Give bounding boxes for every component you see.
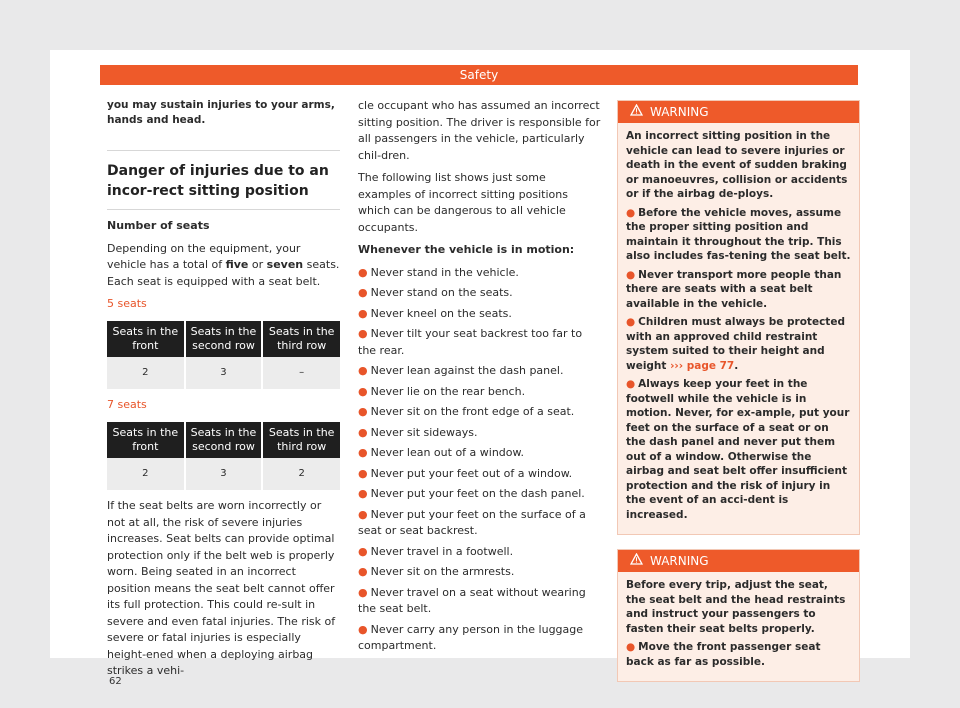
list-item-text: Never carry any person in the luggage compartment. bbox=[358, 622, 584, 652]
table-cell: 2 bbox=[107, 357, 185, 390]
section-title: Danger of injuries due to an incor-rect sitting position bbox=[107, 150, 340, 210]
warning-body bbox=[618, 572, 859, 681]
bullet-icon: ● bbox=[626, 268, 636, 281]
table-cell: – bbox=[262, 357, 340, 390]
right-column bbox=[617, 100, 860, 696]
bullet-icon: ● bbox=[358, 565, 368, 578]
bullet-icon: ● bbox=[358, 585, 368, 599]
list-item bbox=[358, 425, 601, 442]
list-item bbox=[358, 285, 601, 302]
bullet-icon: ● bbox=[358, 265, 368, 279]
table-7-label: 7 seats bbox=[107, 398, 147, 411]
list-item bbox=[358, 466, 601, 483]
list-item-text: Never kneel on the seats. bbox=[370, 306, 512, 320]
list-item bbox=[358, 564, 601, 581]
middle-column bbox=[358, 98, 601, 659]
num-seats-text bbox=[107, 241, 340, 291]
table-cell: 3 bbox=[185, 357, 263, 390]
list-item-text: Never put your feet on the dash panel. bbox=[370, 487, 585, 500]
list-item-text: Never put your feet out of a window. bbox=[370, 466, 573, 480]
middle-paragraph-2: The following list shows just some examples of incorrect sitting positions which can be dangerous to all vehicle occupants. bbox=[358, 171, 568, 234]
page-header: Safety bbox=[100, 65, 858, 85]
bullet-icon: ● bbox=[358, 507, 368, 521]
list-item-text: Never sit on the front edge of a seat. bbox=[370, 405, 575, 418]
page-number: 62 bbox=[109, 676, 122, 687]
list-item-text: Never sit sideways. bbox=[370, 425, 478, 439]
num-seats-post: seats. Each seat is equipped with a seat belt. bbox=[107, 258, 340, 288]
bullet-icon: ● bbox=[626, 641, 636, 653]
manual-page bbox=[50, 50, 910, 687]
bullet-icon: ● bbox=[626, 378, 636, 390]
bullet-icon: ● bbox=[358, 544, 368, 558]
list-item bbox=[358, 384, 601, 401]
table-cell: 2 bbox=[107, 458, 185, 491]
list-item bbox=[358, 622, 601, 655]
warning-header bbox=[618, 101, 859, 123]
list-item-text: Never sit on the armrests. bbox=[370, 565, 515, 578]
warning-item-text: Always keep your feet in the footwell while the vehicle is in motion. Never, for ex-ample, put your feet on the surface of a seat or on the dash panel and never put them out of a window. Otherwise the airbag and seat belt offer insufficient protection and the risk of injury in the event of an acci-dent is increased. bbox=[626, 378, 850, 521]
list-item-text: Never stand in the vehicle. bbox=[370, 265, 519, 279]
table-5-label: 5 seats bbox=[107, 297, 147, 310]
list-item-text: Never travel on a seat without wearing the seat belt. bbox=[358, 585, 586, 615]
bullet-icon: ● bbox=[358, 405, 368, 418]
list-item bbox=[358, 363, 601, 380]
warning-body bbox=[618, 123, 859, 534]
bullet-icon: ● bbox=[626, 316, 636, 328]
list-item bbox=[358, 265, 601, 282]
warning-item-text: Children must always be protected with an approved child restraint system suited to their height and weight bbox=[626, 316, 845, 372]
bullet-icon: ● bbox=[358, 446, 368, 459]
warning-item bbox=[626, 377, 851, 522]
bullet-icon: ● bbox=[358, 425, 368, 439]
num-seats-pre: Depending on the equipment, your vehicle has a total of bbox=[107, 241, 301, 271]
list-item bbox=[358, 306, 601, 323]
list-item-text: Never lean out of a window. bbox=[370, 446, 525, 459]
warning-item-text: . bbox=[734, 359, 739, 372]
bullet-icon: ● bbox=[358, 622, 368, 636]
bullet-icon: ● bbox=[358, 384, 368, 398]
bullet-icon: ● bbox=[358, 306, 368, 320]
list-item bbox=[358, 404, 601, 421]
warning-item bbox=[626, 315, 851, 373]
warning-item-text: Move the front passenger seat back as far as possible. bbox=[626, 641, 821, 668]
warning-item-text: Never transport more people than there are seats with a seat belt available in the vehicle. bbox=[626, 268, 842, 310]
list-item bbox=[358, 585, 601, 618]
warning-box-2 bbox=[617, 549, 860, 682]
bullet-icon: ● bbox=[358, 487, 368, 500]
list-item bbox=[358, 507, 601, 540]
list-item bbox=[358, 445, 601, 462]
page-reference-link[interactable]: ››› page 77 bbox=[670, 359, 735, 372]
table-cell: 3 bbox=[185, 458, 263, 491]
warning-triangle-icon bbox=[630, 550, 644, 572]
bullet-icon: ● bbox=[358, 286, 368, 299]
list-item-text: Never put your feet on the surface of a seat or seat backrest. bbox=[358, 507, 586, 537]
warning-item-text: Before the vehicle moves, assume the proper sitting position and maintain it throughout the trip. This also includes fas-tening the seat belt. bbox=[626, 206, 851, 262]
warning-header bbox=[618, 550, 859, 572]
bullet-icon: ● bbox=[358, 466, 368, 480]
table-header-cell: Seats in the third row bbox=[262, 321, 340, 357]
warning-title: WARNING bbox=[650, 554, 709, 568]
warning-item bbox=[626, 268, 851, 312]
list-title: Whenever the vehicle is in motion: bbox=[358, 243, 575, 256]
table-header-cell: Seats in the front bbox=[107, 422, 185, 458]
warning-intro: An incorrect sitting position in the vehicle can lead to severe injuries or death in the event of sudden braking or manoeuvres, collision or accidents or if the airbag de-ploys. bbox=[626, 130, 848, 200]
list-item-text: Never lie on the rear bench. bbox=[370, 384, 526, 398]
warning-item bbox=[626, 640, 851, 669]
bullet-icon: ● bbox=[358, 327, 368, 340]
num-five: five bbox=[225, 258, 249, 271]
table-cell: 2 bbox=[262, 458, 340, 491]
bullet-icon: ● bbox=[358, 364, 368, 377]
table-header-cell: Seats in the third row bbox=[262, 422, 340, 458]
left-paragraph: If the seat belts are worn incorrectly or not at all, the risk of severe injuries increases. Seat belts can provide optimal protection only if the belt web is properly worn. Being seated in an incorrect position means the seat belt cannot offer its full protection. This could re-sult in severe and even fatal injuries. The risk of severe or fatal injuries is especially height-ened when a deploying airbag strikes a vehi- bbox=[107, 499, 336, 677]
num-seven: seven bbox=[266, 258, 304, 271]
list-item bbox=[358, 486, 601, 503]
warning-title: WARNING bbox=[650, 105, 709, 119]
num-seats-title: Number of seats bbox=[107, 219, 210, 232]
seats-table-5 bbox=[107, 321, 340, 390]
intro-text: you may sustain injuries to your arms, hands and head. bbox=[107, 99, 335, 126]
warning-box-1 bbox=[617, 100, 860, 535]
left-column bbox=[107, 98, 340, 686]
table-header-cell: Seats in the second row bbox=[185, 422, 263, 458]
list-item-text: Never tilt your seat backrest too far to the rear. bbox=[358, 327, 583, 357]
incorrect-positions-list bbox=[358, 265, 601, 655]
list-item-text: Never stand on the seats. bbox=[370, 286, 513, 299]
table-header-cell: Seats in the second row bbox=[185, 321, 263, 357]
bullet-icon: ● bbox=[626, 206, 636, 219]
seats-table-7 bbox=[107, 422, 340, 491]
table-header-cell: Seats in the front bbox=[107, 321, 185, 357]
list-item-text: Never travel in a footwell. bbox=[370, 544, 514, 558]
list-item-text: Never lean against the dash panel. bbox=[370, 364, 564, 377]
list-item bbox=[358, 544, 601, 561]
middle-paragraph-1: cle occupant who has assumed an incorrect sitting position. The driver is responsible for all passengers in the vehicle, particularly chil-dren. bbox=[358, 99, 601, 162]
warning-item bbox=[626, 206, 851, 264]
list-item bbox=[358, 326, 601, 359]
warning-triangle-icon bbox=[630, 101, 644, 123]
warning-intro: Before every trip, adjust the seat, the seat belt and the head restraints and instruct your passengers to fasten their seat belts properly. bbox=[626, 579, 846, 635]
num-or: or bbox=[248, 258, 267, 271]
